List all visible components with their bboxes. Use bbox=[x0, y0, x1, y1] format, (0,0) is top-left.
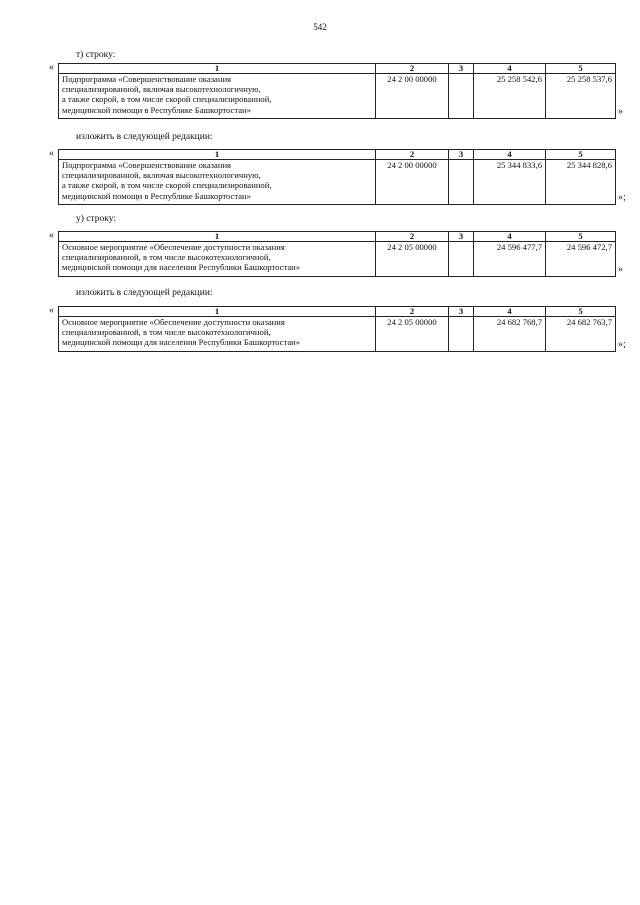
column-number: 4 bbox=[474, 232, 546, 242]
table-header-row bbox=[59, 150, 616, 160]
item-name-line: а также скорой, в том числе скорой специализированной, bbox=[62, 94, 272, 105]
column-number: 3 bbox=[449, 64, 474, 74]
column-number: 5 bbox=[546, 150, 616, 160]
amount-cell-col5: 25 344 828,6 bbox=[546, 160, 616, 205]
opening-quote: « bbox=[49, 62, 54, 73]
column-3-cell bbox=[449, 317, 474, 352]
item-name-line: специализированной, включая высокотехнологичную, bbox=[62, 170, 261, 181]
section-lead-text: т) строку: bbox=[76, 50, 116, 60]
column-number: 5 bbox=[546, 307, 616, 317]
column-number: 5 bbox=[546, 232, 616, 242]
amount-cell-col5: 24 682 763,7 bbox=[546, 317, 616, 352]
amount-cell-col4: 25 258 542,6 bbox=[474, 74, 546, 119]
column-number: 1 bbox=[59, 64, 376, 74]
column-number: 2 bbox=[376, 232, 449, 242]
amount-cell-col5: 25 258 537,6 bbox=[546, 74, 616, 119]
amount-cell-col4: 25 344 833,6 bbox=[474, 160, 546, 205]
opening-quote: « bbox=[49, 305, 54, 316]
item-name-line: медицинской помощи для населения Республики Башкортостан» bbox=[62, 262, 301, 273]
item-name-line: а также скорой, в том числе скорой специализированной, bbox=[62, 180, 272, 191]
column-number: 3 bbox=[449, 232, 474, 242]
column-number: 3 bbox=[449, 150, 474, 160]
section-lead-text: изложить в следующей редакции: bbox=[76, 288, 213, 298]
budget-table bbox=[58, 306, 616, 352]
budget-code-cell: 24 2 00 00000 bbox=[376, 160, 449, 205]
closing-quote: » bbox=[618, 263, 623, 275]
item-name-line: Подпрограмма «Совершенствование оказания bbox=[62, 74, 232, 84]
amount-cell-col4: 24 682 768,7 bbox=[474, 317, 546, 352]
table-row bbox=[59, 242, 616, 277]
column-number: 3 bbox=[449, 307, 474, 317]
item-name-line: медицинской помощи в Республике Башкортостан» bbox=[62, 104, 251, 115]
column-number: 1 bbox=[59, 150, 376, 160]
item-name-cell bbox=[59, 242, 376, 277]
table-row bbox=[59, 74, 616, 119]
table-header-row bbox=[59, 307, 616, 317]
budget-table bbox=[58, 231, 616, 277]
closing-quote: » bbox=[618, 105, 623, 117]
budget-code-cell: 24 2 05 00000 bbox=[376, 242, 449, 277]
table-header-row bbox=[59, 64, 616, 74]
item-name-line: Подпрограмма «Совершенствование оказания bbox=[62, 160, 232, 170]
column-number: 2 bbox=[376, 307, 449, 317]
column-3-cell bbox=[449, 242, 474, 277]
budget-table bbox=[58, 63, 616, 119]
table-row bbox=[59, 317, 616, 352]
column-number: 2 bbox=[376, 64, 449, 74]
column-number: 4 bbox=[474, 150, 546, 160]
opening-quote: « bbox=[49, 148, 54, 159]
column-number: 4 bbox=[474, 307, 546, 317]
table-row bbox=[59, 160, 616, 205]
column-number: 1 bbox=[59, 232, 376, 242]
item-name-line: специализированной, включая высокотехнологичную, bbox=[62, 84, 261, 95]
section-lead-text: изложить в следующей редакции: bbox=[76, 132, 213, 142]
opening-quote: « bbox=[49, 230, 54, 241]
item-name-line: медицинской помощи для населения Республики Башкортостан» bbox=[62, 337, 301, 348]
item-name-line: специализированной, в том числе высокотехнологичной, bbox=[62, 252, 271, 263]
item-name-cell bbox=[59, 74, 376, 119]
column-number: 5 bbox=[546, 64, 616, 74]
section-lead-text: у) строку: bbox=[76, 214, 117, 224]
column-number: 4 bbox=[474, 64, 546, 74]
item-name-line: медицинской помощи в Республике Башкортостан» bbox=[62, 190, 251, 201]
item-name-line: Основное мероприятие «Обеспечение доступности оказания bbox=[62, 242, 285, 252]
column-3-cell bbox=[449, 160, 474, 205]
page-number: 542 bbox=[313, 22, 327, 32]
column-3-cell bbox=[449, 74, 474, 119]
amount-cell-col5: 24 596 472,7 bbox=[546, 242, 616, 277]
amount-cell-col4: 24 596 477,7 bbox=[474, 242, 546, 277]
column-number: 2 bbox=[376, 150, 449, 160]
table-header-row bbox=[59, 232, 616, 242]
budget-table bbox=[58, 149, 616, 205]
closing-quote: »; bbox=[618, 338, 626, 350]
closing-quote: »; bbox=[618, 191, 626, 203]
budget-code-cell: 24 2 05 00000 bbox=[376, 317, 449, 352]
item-name-cell bbox=[59, 160, 376, 205]
column-number: 1 bbox=[59, 307, 376, 317]
budget-code-cell: 24 2 00 00000 bbox=[376, 74, 449, 119]
item-name-cell bbox=[59, 317, 376, 352]
item-name-line: Основное мероприятие «Обеспечение доступности оказания bbox=[62, 317, 285, 327]
item-name-line: специализированной, в том числе высокотехнологичной, bbox=[62, 327, 271, 338]
